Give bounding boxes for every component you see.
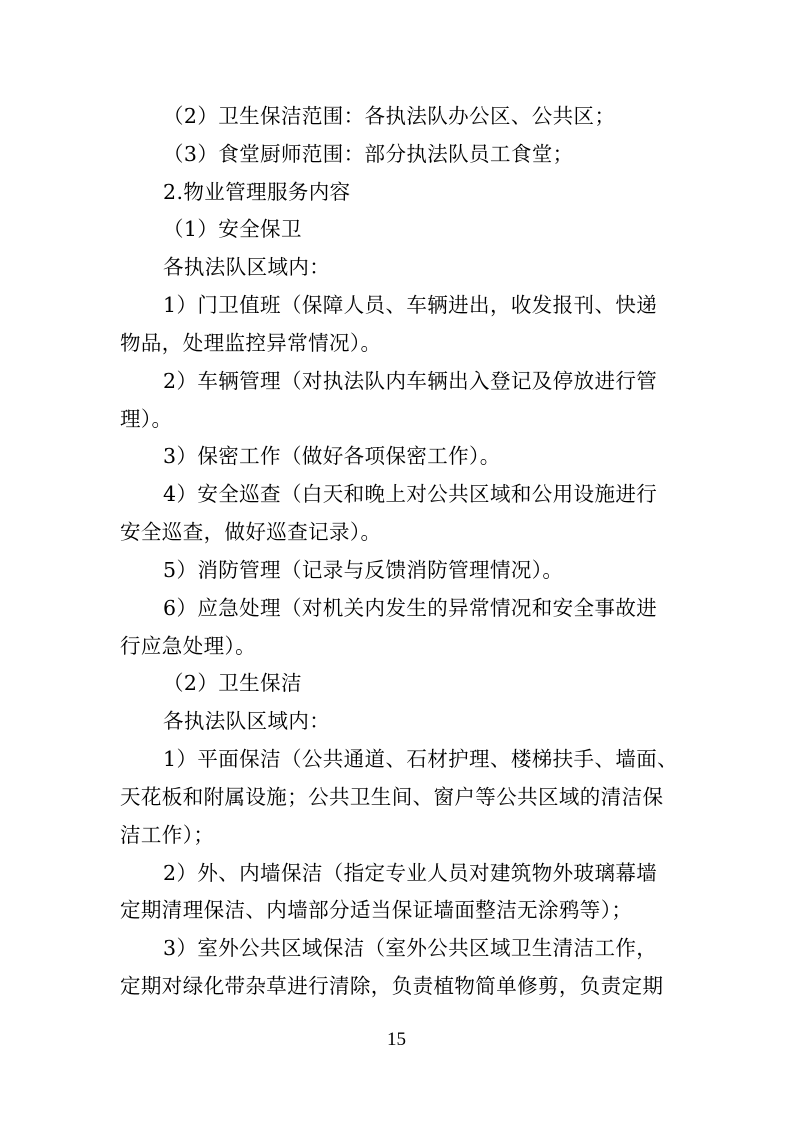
text-line: 安全巡查，做好巡查记录）。 (120, 520, 382, 544)
text-line: 1）平面保洁（公共通道、石材护理、楼梯扶手、墙面、 (163, 747, 679, 771)
text-line: 天花板和附属设施；公共卫生间、窗户等公共区域的清洁保 (120, 785, 664, 809)
text-line: 2.物业管理服务内容 (163, 180, 351, 204)
text-line: （2）卫生保洁 (163, 671, 302, 695)
text-line: 定期对绿化带杂草进行清除，负责植物简单修剪，负责定期 (120, 974, 664, 998)
text-line: 3）室外公共区域保洁（室外公共区域卫生清洁工作， (163, 936, 658, 960)
text-line: 6）应急处理（对机关内发生的异常情况和安全事故进 (163, 596, 658, 620)
text-line: 行应急处理）。 (120, 634, 257, 658)
text-line: 2）外、内墙保洁（指定专业人员对建筑物外玻璃幕墙 (163, 861, 658, 885)
text-line: （2）卫生保洁范围：各执法队办公区、公共区； (163, 104, 616, 128)
page-number: 15 (387, 1029, 406, 1050)
text-line: 定期清理保洁、内墙部分适当保证墙面整洁无涂鸦等）； (120, 898, 633, 922)
text-line: 1）门卫值班（保障人员、车辆进出，收发报刊、快递 (163, 293, 658, 317)
text-line: 3）保密工作（做好各项保密工作）。 (163, 444, 501, 468)
text-line: （3）食堂厨师范围：部分执法队员工食堂； (163, 142, 574, 166)
text-line: 5）消防管理（记录与反馈消防管理情况）。 (163, 558, 564, 582)
text-line: 理）。 (120, 407, 173, 431)
text-line: 各执法队区域内： (163, 709, 331, 733)
text-line: 洁工作）； (120, 823, 215, 847)
text-line: 各执法队区域内： (163, 255, 331, 279)
text-line: 物品，处理监控异常情况）。 (120, 331, 382, 355)
text-line: （1）安全保卫 (163, 217, 302, 241)
text-line: 2）车辆管理（对执法队内车辆出入登记及停放进行管 (163, 369, 658, 393)
text-line: 4）安全巡查（白天和晚上对公共区域和公用设施进行 (163, 482, 658, 506)
